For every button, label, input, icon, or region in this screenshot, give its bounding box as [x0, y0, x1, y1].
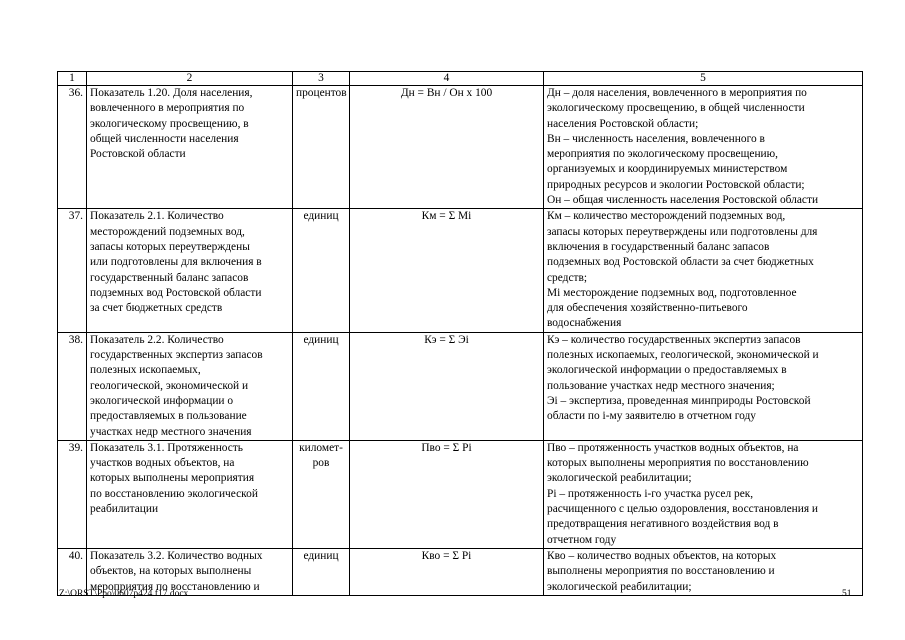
row-number: 37. — [58, 209, 87, 332]
table-row — [58, 332, 863, 440]
formula-cell: Кво = Σ Рi — [350, 548, 544, 595]
row-number: 40. — [58, 548, 87, 595]
header-cell: 2 — [87, 72, 293, 86]
table-row — [58, 440, 863, 548]
row-number: 36. — [58, 86, 87, 209]
unit-cell: километ- ров — [293, 440, 350, 548]
unit-cell: единиц — [293, 332, 350, 440]
row-number: 38. — [58, 332, 87, 440]
header-cell: 1 — [58, 72, 87, 86]
unit-cell: процентов — [293, 86, 350, 209]
indicator-name: Показатель 2.2. Количество государственных экспертиз запасов полезных ископаемых, геологической, экономической и экологической информации о предоставляемых в пользование участках недр местного значения — [87, 332, 293, 440]
formula-cell: Кэ = Σ Эi — [350, 332, 544, 440]
formula-cell: Дн = Вн / Он х 100 — [350, 86, 544, 209]
unit-cell: единиц — [293, 548, 350, 595]
unit-cell: единиц — [293, 209, 350, 332]
description-cell: Км – количество месторождений подземных вод, запасы которых переутверждены или подготовлены для включения в государственный баланс запасов подземных вод Ростовской области за счет бюджетных средств; Мi месторождение подземных вод, подготовленное для обеспечения хозяйственно-питьевого водоснабжения — [544, 209, 863, 332]
header-cell: 4 — [350, 72, 544, 86]
formula-cell: Км = Σ Мi — [350, 209, 544, 332]
formula-cell: Пво = Σ Рi — [350, 440, 544, 548]
indicator-name: Показатель 2.1. Количество месторождений подземных вод, запасы которых переутверждены или подготовлены для включения в государственный баланс запасов подземных вод Ростовской области за счет бюджетных средств — [87, 209, 293, 332]
indicator-name: Показатель 3.2. Количество водных объектов, на которых выполнены мероприятия по восстановлению и — [87, 548, 293, 595]
header-cell: 3 — [293, 72, 350, 86]
description-cell: Кво – количество водных объектов, на которых выполнены мероприятия по восстановлению и экологической реабилитации; — [544, 548, 863, 595]
row-number: 39. — [58, 440, 87, 548]
footer-file-path: Z:\ORST\Ppo\0607p424.f17.docx — [59, 589, 189, 599]
description-cell: Кэ – количество государственных экспертиз запасов полезных ископаемых, геологической, экономической и экологической информации о предоставляемых в пользование участках недр местного значения; Эi – экспертиза, проведенная минприроды Ростовской области по i-му заявителю в отчетном году — [544, 332, 863, 440]
table-header-row — [58, 72, 863, 86]
description-cell: Пво – протяженность участков водных объектов, на которых выполнены мероприятия по восстановлению экологической реабилитации; Рi – протяженность i-го участка русел рек, расчищенного с целью оздоровления, восстановления и предотвращения негативного воздействия вод в отчетном году — [544, 440, 863, 548]
indicator-name: Показатель 1.20. Доля населения, вовлеченного в мероприятия по экологическому просвещению, в общей численности населения Ростовской области — [87, 86, 293, 209]
indicators-table — [57, 71, 863, 596]
page-number: 51 — [842, 589, 852, 599]
indicator-name: Показатель 3.1. Протяженность участков водных объектов, на которых выполнены мероприятия по восстановлению экологической реабилитации — [87, 440, 293, 548]
table-row — [58, 86, 863, 209]
description-cell: Дн – доля населения, вовлеченного в мероприятия по экологическому просвещению, в общей численности населения Ростовской области; Вн – численность населения, вовлеченного в мероприятия по экологическому просвещению, организуемых и координируемых министерством природных ресурсов и экологии Ростовской области; Он – общая численность населения Ростовской области — [544, 86, 863, 209]
table-row — [58, 209, 863, 332]
header-cell: 5 — [544, 72, 863, 86]
